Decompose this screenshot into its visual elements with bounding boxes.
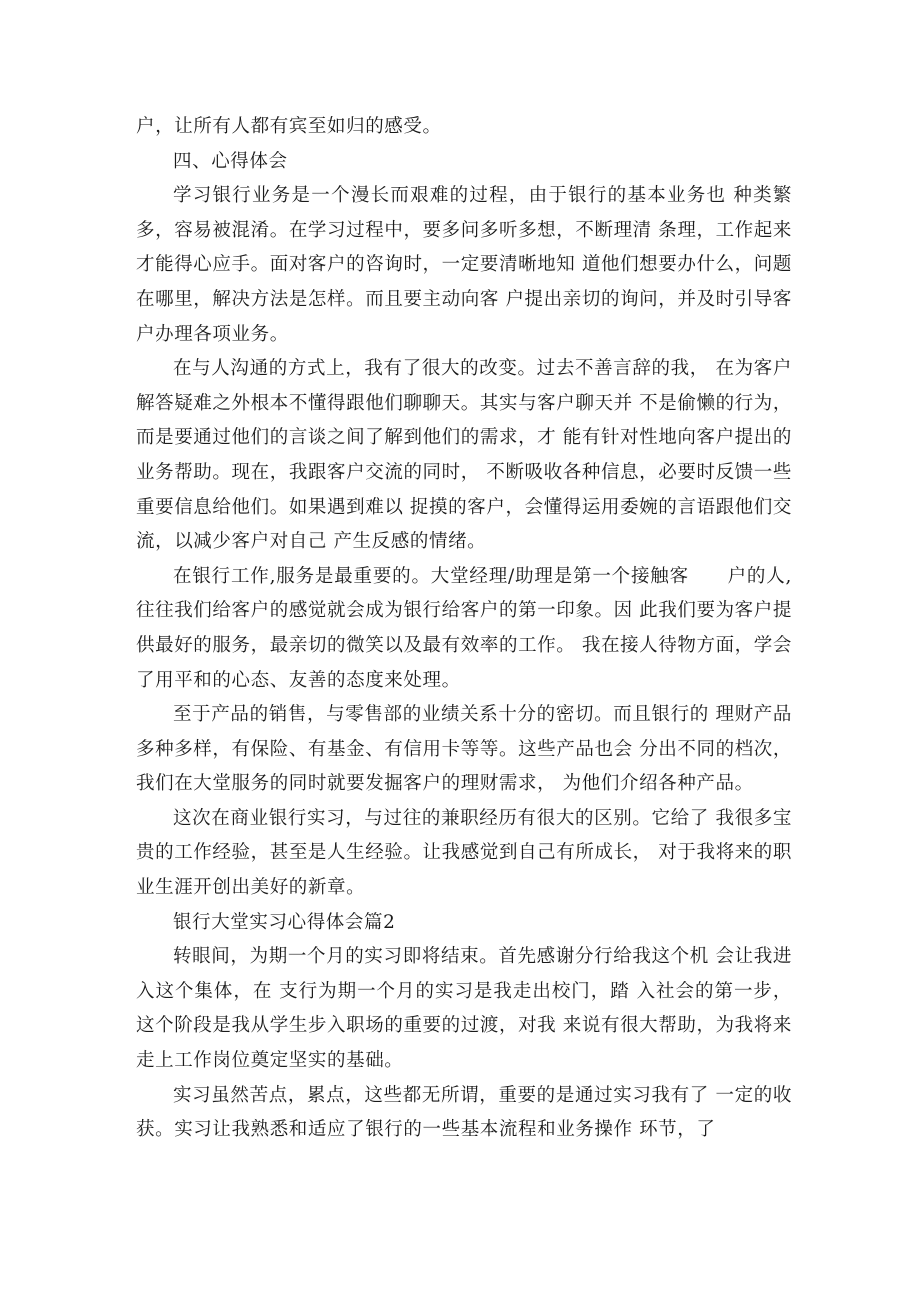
paragraph: 至于产品的销售，与零售部的业绩关系十分的密切。而且银行的 理财产品多种多样，有保险、有基金、有信用卡等等。这些产品也会 分出不同的档次，我们在大堂服务的同时就要发掘客户的理财需求， 为他们介绍各种产品。 xyxy=(136,704,792,795)
document-body xyxy=(136,110,792,1148)
paragraph: 在与人沟通的方式上，我有了很大的改变。过去不善言辞的我， 在为客户解答疑难之外根本不懂得跟他们聊聊天。其实与客户聊天并 不是偷懒的行为，而是要通过他们的言谈之间了解到他们的需求，才 能有针对性地向客户提出的业务帮助。现在，我跟客户交流的同时， 不断吸收各种信息，必要时反馈一些重要信息给他们。如果遇到难以 捉摸的客户，会懂得运用委婉的言语跟他们交流，以减少客户对自己 产生反感的情绪。 xyxy=(136,358,792,553)
paragraph: 学习银行业务是一个漫长而艰难的过程，由于银行的基本业务也 种类繁多，容易被混淆。在学习过程中，要多问多听多想，不断理清 条理，工作起来才能得心应手。面对客户的咨询时，一定要清晰地知 道他们想要办什么，问题在哪里，解决方法是怎样。而且要主动向客 户提出亲切的询问，并及时引导客户办理各项业务。 xyxy=(136,185,792,345)
paragraph: 在银行工作,服务是最重要的。大堂经理/助理是第一个接触客 户的人,往往我们给客户的感觉就会成为银行给客户的第一印象。因 此我们要为客户提供最好的服务，最亲切的微笑以及最有效率的工作。 我在接人待物方面，学会了用平和的心态、友善的态度来处理。 xyxy=(136,565,792,691)
paragraph: 转眼间，为期一个月的实习即将结束。首先感谢分行给我这个机 会让我进入这个集体，在 支行为期一个月的实习是我走出校门，踏 入社会的第一步，这个阶段是我从学生步入职场的重要的过渡，对我 来说有很大帮助，为我将来走上工作岗位奠定坚实的基础。 xyxy=(136,946,792,1072)
paragraph: 这次在商业银行实习，与过往的兼职经历有很大的区别。它给了 我很多宝贵的工作经验，甚至是人生经验。让我感觉到自己有所成长， 对于我将来的职业生涯开创出美好的新章。 xyxy=(136,807,792,899)
section-heading: 四、心得体会 xyxy=(173,150,288,172)
paragraph-continuation: 户，让所有人都有宾至如归的感受。 xyxy=(136,116,442,137)
paragraph: 实习虽然苦点，累点，这些都无所谓，重要的是通过实习我有了 一定的收获。实习让我熟悉和适应了银行的一些基本流程和业务操作 环节，了 xyxy=(136,1084,792,1141)
article-title: 银行大堂实习心得体会篇2 xyxy=(173,911,396,933)
